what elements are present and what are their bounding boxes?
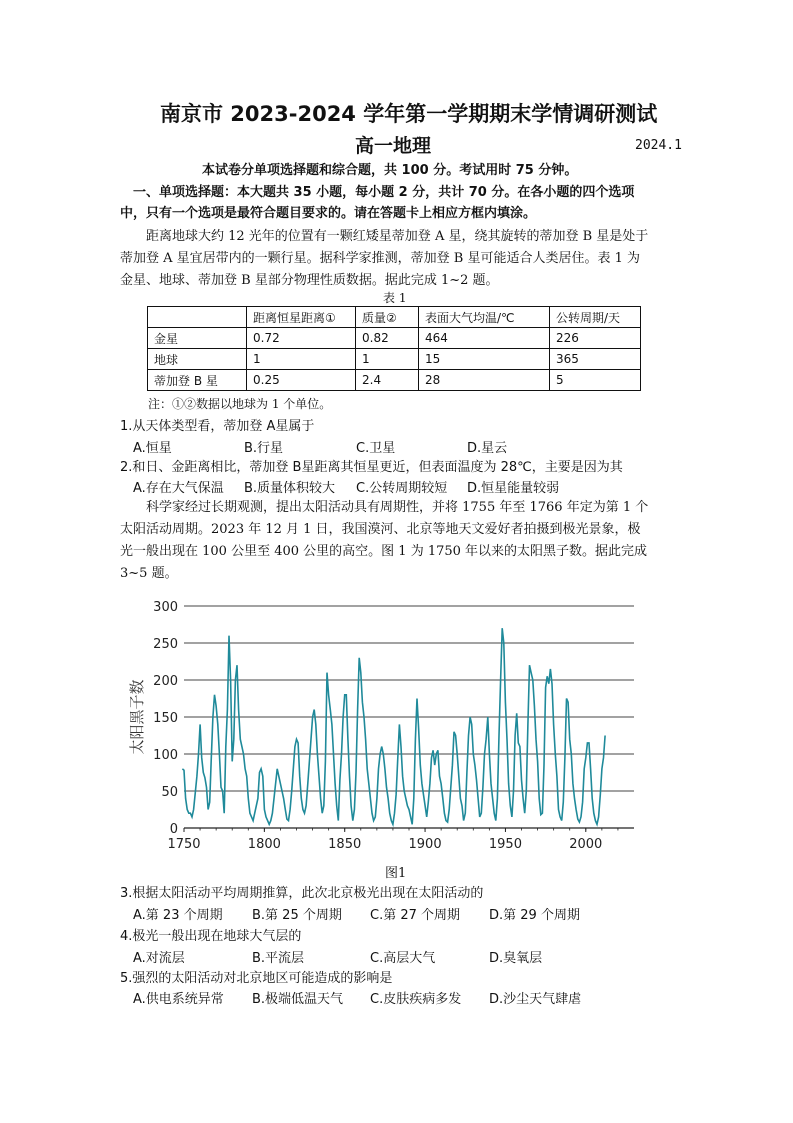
table-cell: 365	[550, 349, 641, 370]
question-1-option-c: C.卫星	[356, 441, 396, 456]
question-5-stem: 5.强烈的太阳活动对北京地区可能造成的影响是	[120, 971, 393, 986]
question-2-option-a: A.存在大气保温	[133, 481, 224, 496]
table-cell: 5	[550, 370, 641, 391]
y-tick-label: 150	[153, 711, 178, 726]
y-tick-label: 0	[169, 822, 178, 837]
passage2-line3: 光一般出现在 100 公里至 400 公里的高空。图 1 为 1750 年以来的太阳黑子数。据此完成	[120, 544, 648, 559]
table-cell: 15	[419, 349, 550, 370]
section-heading-line2: 中，只有一个选项是最符合题目要求的。请在答题卡上相应方框内填涂。	[120, 206, 537, 221]
table-row	[148, 370, 641, 391]
question-2-stem: 2.和日、金距离相比，蒂加登 B星距离其恒星更近，但表面温度为 28℃，主要是因为其	[120, 460, 623, 475]
table-cell: 地球	[148, 349, 247, 370]
question-3-option-c: C.第 27 个周期	[370, 908, 461, 923]
exam-title: 南京市 2023-2024 学年第一学期期末学情调研测试	[160, 102, 658, 126]
exam-subtitle: 高一地理	[355, 135, 432, 157]
passage1-line1: 距离地球大约 12 光年的位置有一颗红矮星蒂加登 A 星，绕其旋转的蒂加登 B 星是处于	[146, 229, 649, 244]
table-header-cell: 表面大气均温/℃	[419, 307, 550, 328]
figure-caption: 图1	[385, 866, 407, 881]
table-header-cell: 距离恒星距离①	[247, 307, 356, 328]
y-tick-label: 100	[153, 748, 178, 763]
exam-intro: 本试卷分单项选择题和综合题，共 100 分。考试用时 75 分钟。	[202, 163, 578, 178]
table-cell: 0.25	[247, 370, 356, 391]
question-2-option-c: C.公转周期较短	[356, 481, 448, 496]
question-1-option-a: A.恒星	[133, 441, 172, 456]
question-4-option-d: D.臭氧层	[489, 951, 543, 966]
x-tick-label: 1900	[408, 837, 442, 852]
question-5-option-a: A.供电系统异常	[133, 992, 224, 1007]
table-header-cell: 公转周期/天	[550, 307, 641, 328]
table-row	[148, 328, 641, 349]
x-tick-label: 1750	[167, 837, 201, 852]
table-cell: 0.72	[247, 328, 356, 349]
question-1-option-d: D.星云	[467, 441, 508, 456]
table-cell: 226	[550, 328, 641, 349]
sunspot-chart	[120, 595, 670, 860]
table-note: 注：①②数据以地球为 1 个单位。	[148, 397, 332, 411]
passage2-line2: 太阳活动周期。2023 年 12 月 1 日，我国漠河、北京等地天文爱好者拍摄到极光景象，极	[120, 522, 641, 537]
passage2-line4: 3~5 题。	[120, 566, 178, 581]
question-3-option-a: A.第 23 个周期	[133, 908, 223, 923]
table-cell: 1	[356, 349, 419, 370]
question-2-option-d: D.恒星能量较弱	[467, 481, 560, 496]
y-tick-label: 200	[153, 674, 178, 689]
question-4-option-b: B.平流层	[252, 951, 305, 966]
section-heading-line1: 一、单项选择题：本大题共 35 小题，每小题 2 分，共计 70 分。在各小题的四个选项	[133, 185, 635, 200]
table-header-cell: 质量②	[356, 307, 419, 328]
x-tick-label: 1800	[247, 837, 281, 852]
question-1-option-b: B.行星	[244, 441, 284, 456]
x-tick-label: 1850	[328, 837, 362, 852]
table-cell: 2.4	[356, 370, 419, 391]
question-4-option-a: A.对流层	[133, 951, 185, 966]
question-5-option-b: B.极端低温天气	[252, 992, 344, 1007]
passage1-line3: 金星、地球、蒂加登 B 星部分物理性质数据。据此完成 1~2 题。	[120, 273, 499, 288]
exam-date: 2024.1	[635, 138, 682, 153]
question-1-stem: 1.从天体类型看，蒂加登 A星属于	[120, 419, 315, 434]
table-cell: 464	[419, 328, 550, 349]
question-5-option-d: D.沙尘天气肆虐	[489, 992, 582, 1007]
question-4-option-c: C.高层大气	[370, 951, 436, 966]
table-cell: 1	[247, 349, 356, 370]
question-3-option-d: D.第 29 个周期	[489, 908, 580, 923]
question-3-stem: 3.根据太阳活动平均周期推算，此次北京极光出现在太阳活动的	[120, 886, 484, 901]
question-5-option-c: C.皮肤疾病多发	[370, 992, 462, 1007]
table-cell: 28	[419, 370, 550, 391]
y-axis-label: 太阳黑子数	[128, 679, 146, 755]
y-tick-label: 250	[153, 637, 178, 652]
x-tick-label: 1950	[488, 837, 522, 852]
question-2-option-b: B.质量体积较大	[244, 481, 336, 496]
data-table	[147, 306, 641, 391]
y-tick-label: 300	[153, 600, 178, 615]
question-3-option-b: B.第 25 个周期	[252, 908, 342, 923]
x-tick-label: 2000	[569, 837, 603, 852]
table-cell: 0.82	[356, 328, 419, 349]
table-header-row	[148, 307, 641, 328]
sunspot-series-line	[182, 628, 605, 824]
table-header-cell	[148, 307, 247, 328]
y-tick-label: 50	[161, 785, 178, 800]
table-row	[148, 349, 641, 370]
question-4-stem: 4.极光一般出现在地球大气层的	[120, 929, 302, 944]
table-caption: 表 1	[383, 291, 407, 305]
table-cell: 蒂加登 B 星	[148, 370, 247, 391]
passage2-line1: 科学家经过长期观测，提出太阳活动具有周期性，并将 1755 年至 1766 年定为第 1 个	[146, 500, 649, 515]
passage1-line2: 蒂加登 A 星宜居带内的一颗行星。据科学家推测，蒂加登 B 星可能适合人类居住。表 1 为	[120, 251, 641, 266]
table-cell: 金星	[148, 328, 247, 349]
